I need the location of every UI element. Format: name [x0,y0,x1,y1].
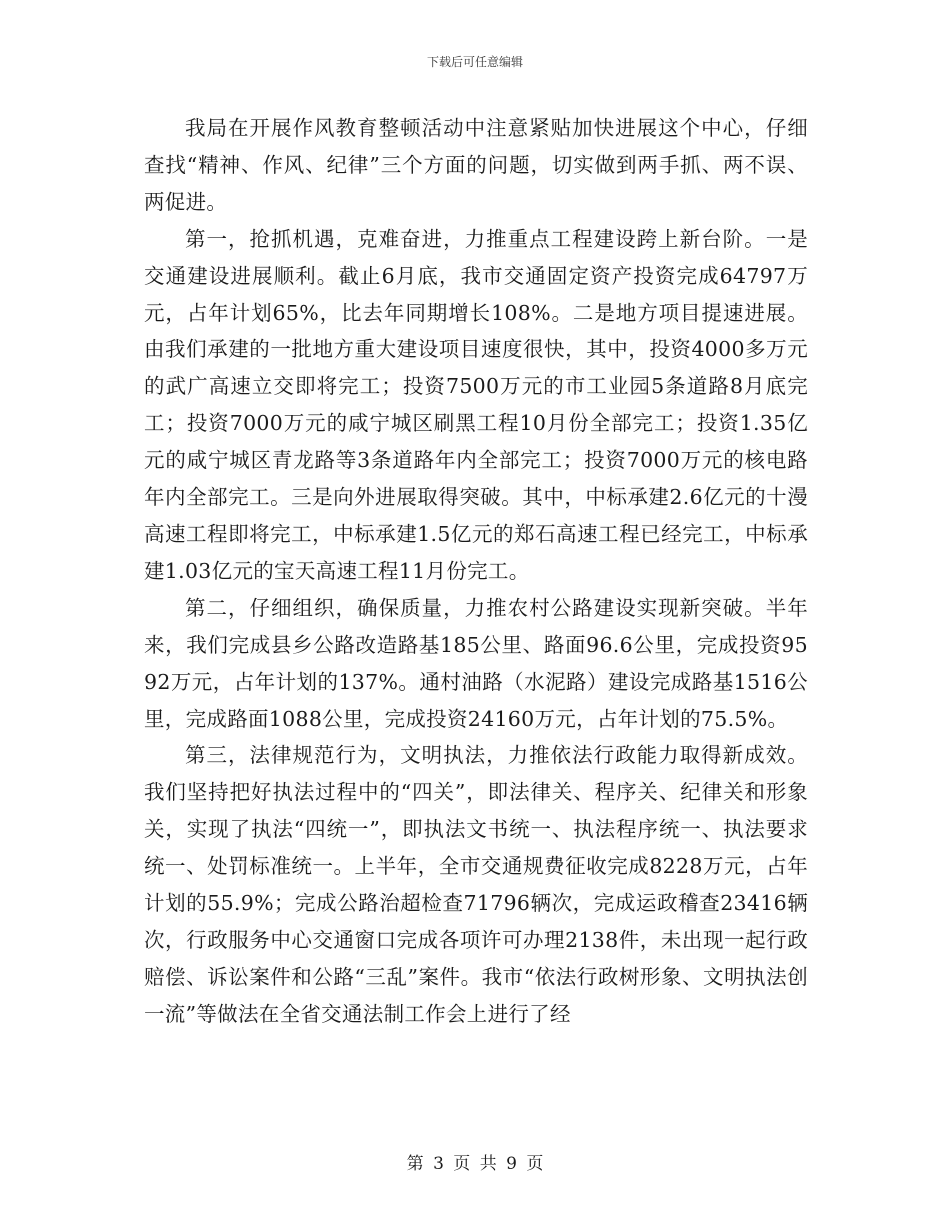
page-number: 第 3 页 共 9 页 [406,1154,544,1174]
page-header-note: 下载后可任意编辑 [426,55,523,69]
paragraph-second-point: 第二，仔细组织，确保质量，力推农村公路建设实现新突破。半年来，我们完成县乡公路改造路基185公里、路面96.6公里，完成投资9592万元，占年计划的137%。通村油路（水泥路）建设完成路基1516公里，完成路面1088公里，完成投资24160万元，占年计划的75.5%。 [144,595,808,731]
paragraph-intro: 我局在开展作风教育整顿活动中注意紧贴加快进展这个中心，仔细查找“精神、作风、纪律”三个方面的问题，切实做到两手抓、两不误、两促进。 [144,116,808,214]
paragraph-first-point: 第一，抢抓机遇，克难奋进，力推重点工程建设跨上新台阶。一是交通建设进展顺利。截止6月底，我市交通固定资产投资完成64797万元，占年计划65%，比去年同期增长108%。二是地方项目提速进展。由我们承建的一批地方重大建设项目速度很快，其中，投资4000多万元的武广高速立交即将完工；投资7500万元的市工业园5条道路8月底完工；投资7000万元的咸宁城区刷黑工程10月份全部完工；投资1.35亿元的咸宁城区青龙路等3条道路年内全部完工；投资7000万元的核电路年内全部完工。三是向外进展取得突破。其中，中标承建2.6亿元的十漫高速工程即将完工，中标承建1.5亿元的郑石高速工程已经完工，中标承建1.03亿元的宝天高速工程11月份完工。 [144,226,808,583]
document-body [144,110,808,1033]
paragraph-third-point: 第三，法律规范行为，文明执法，力推依法行政能力取得新成效。我们坚持把好执法过程中的“四关”，即法律关、程序关、纪律关和形象关，实现了执法“四统一”，即执法文书统一、执法程序统一、执法要求统一、处罚标准统一。上半年，全市交通规费征收完成8228万元，占年计划的55.9%；完成公路治超检查71796辆次，完成运政稽查23416辆次，行政服务中心交通窗口完成各项许可办理2138件，未出现一起行政赔偿、诉讼案件和公路“三乱”案件。我市“依法行政树形象、文明执法创一流”等做法在全省交通法制工作会上进行了经 [144,743,808,1026]
